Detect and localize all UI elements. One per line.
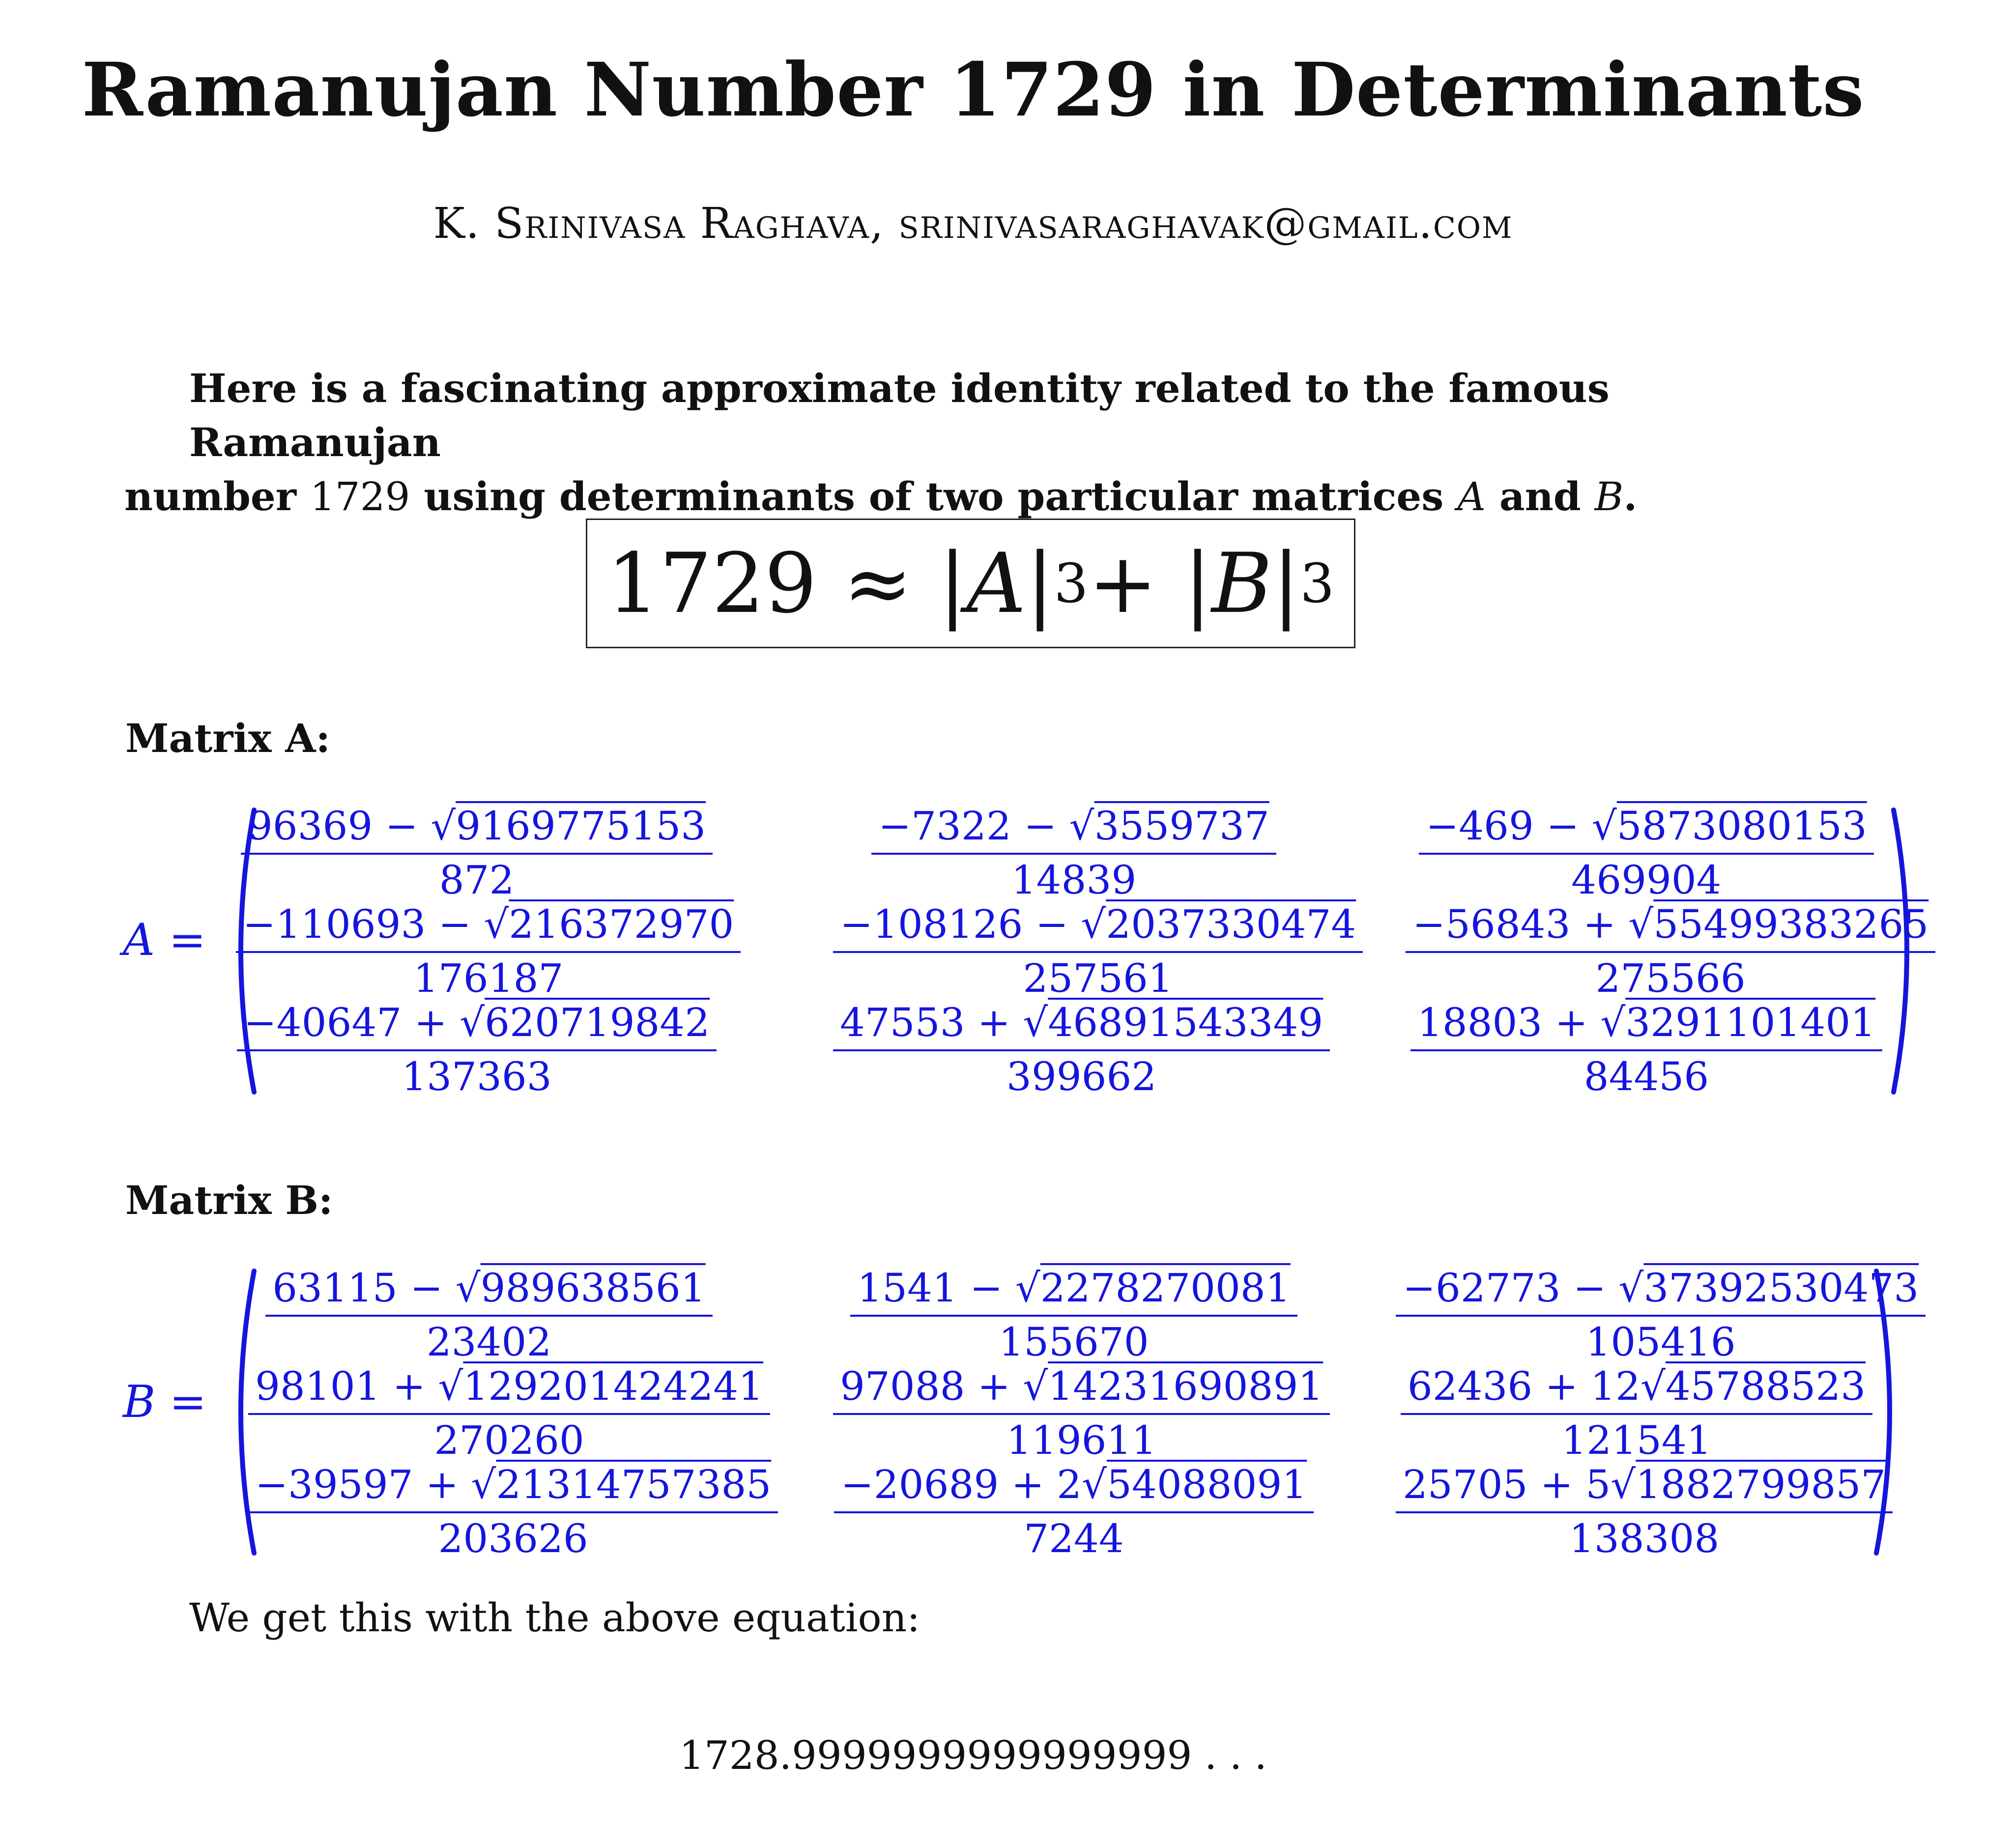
numerator-term: −110693 − √	[243, 901, 509, 947]
intro-text: .	[1623, 473, 1638, 520]
denominator: 176187	[413, 955, 564, 1001]
numerator	[833, 902, 1363, 953]
numerator	[1406, 902, 1935, 953]
numerator	[850, 1266, 1297, 1317]
denominator: 84456	[1583, 1054, 1709, 1099]
fraction	[871, 804, 1276, 903]
matrix-a-cell	[1406, 901, 1929, 1001]
fraction	[1396, 1462, 1893, 1561]
denominator: 121541	[1561, 1417, 1712, 1463]
denominator: 469904	[1571, 857, 1722, 903]
numerator	[248, 1364, 770, 1415]
numerator	[265, 1266, 712, 1317]
fraction	[265, 1266, 712, 1365]
author-line: K. Srinivasa Raghava, srinivasaraghavak@gmail.com	[433, 199, 1513, 248]
fraction	[241, 804, 713, 903]
equation-part: |	[1026, 535, 1054, 632]
numerator-term: −62773 − √	[1403, 1265, 1644, 1311]
fraction	[237, 1000, 717, 1099]
intro-text: using determinants of two particular matrices	[424, 473, 1444, 520]
equation-part: 1729 ≈ |	[606, 535, 967, 632]
numerator-term: 25705 + 5√	[1403, 1462, 1636, 1507]
numerator-term: 62436 + 12√	[1407, 1363, 1666, 1409]
fraction	[1406, 902, 1935, 1001]
radicand: 3559737	[1094, 803, 1269, 849]
denominator: 155670	[999, 1319, 1149, 1365]
denominator: 872	[439, 857, 515, 903]
denominator: 7244	[1024, 1516, 1124, 1561]
fraction	[236, 902, 741, 1001]
radicand: 14231690891	[1048, 1363, 1323, 1409]
matrix-b-cell	[1396, 1462, 1886, 1561]
denominator: 14839	[1011, 857, 1137, 903]
equals-sign: =	[155, 1376, 207, 1428]
radicand: 989638561	[480, 1265, 706, 1311]
denominator: 203626	[438, 1516, 588, 1561]
matrix-a-cell	[1406, 1000, 1887, 1099]
radicand: 54088091	[1107, 1462, 1307, 1507]
numerator	[1419, 804, 1874, 855]
radicand: 1882799857	[1636, 1462, 1886, 1507]
numerator	[833, 1364, 1330, 1415]
denominator: 137363	[402, 1054, 552, 1099]
matrix-b-cell	[248, 1363, 764, 1463]
radicand: 129201424241	[463, 1363, 764, 1409]
radicand: 37392530473	[1643, 1265, 1919, 1311]
radicand: 216372970	[509, 901, 734, 947]
fraction	[1396, 1266, 1926, 1365]
fraction	[248, 1364, 770, 1463]
numerator-term: 63115 − √	[272, 1265, 481, 1311]
radicand: 55499383265	[1653, 901, 1929, 947]
equation-part: + |	[1088, 535, 1212, 632]
equation-var-b: B	[1211, 535, 1272, 632]
page-title: Ramanujan Number 1729 in Determinants	[82, 47, 1865, 133]
denominator: 275566	[1595, 955, 1746, 1001]
fraction	[850, 1266, 1297, 1365]
fraction	[833, 902, 1363, 1001]
fraction	[834, 1462, 1314, 1561]
matrix-b-symbol: B	[123, 1376, 156, 1428]
fraction	[1401, 1364, 1872, 1463]
numerator	[871, 804, 1276, 855]
conclusion-text: We get this with the above equation:	[189, 1595, 920, 1641]
radicand: 21314757385	[496, 1462, 772, 1507]
radicand: 5873080153	[1616, 803, 1867, 849]
numerator	[833, 1000, 1330, 1051]
matrix-b-cell	[833, 1363, 1323, 1463]
denominator: 105416	[1585, 1319, 1736, 1365]
intro-line-1: Here is a fascinating approximate identity related to the famous Ramanujan	[189, 365, 1610, 465]
matrix-a-cell	[236, 1000, 718, 1099]
denominator: 138308	[1569, 1516, 1720, 1561]
numerator	[1410, 1000, 1882, 1051]
matrix-a-heading: Matrix A:	[125, 715, 331, 761]
numerator	[834, 1462, 1314, 1513]
radicand: 2278270081	[1040, 1265, 1291, 1311]
equation-part: |	[1272, 535, 1300, 632]
denominator: 270260	[434, 1417, 584, 1463]
numerator	[236, 902, 741, 953]
numerator	[1396, 1266, 1926, 1317]
radicand: 9169775153	[456, 803, 706, 849]
matrix-b-cell	[248, 1266, 730, 1365]
numerator-term: 18803 + √	[1417, 1000, 1626, 1045]
intro-text: number	[124, 473, 296, 520]
denominator: 23402	[426, 1319, 552, 1365]
matrix-a-cell	[833, 1000, 1323, 1099]
matrix-b-heading: Matrix B:	[125, 1177, 333, 1223]
numerator	[1396, 1462, 1893, 1513]
matrix-a-cell	[833, 901, 1356, 1001]
matrix-a-cell	[833, 804, 1315, 903]
numerator	[241, 804, 713, 855]
boxed-equation: 1729 ≈ | A | 3 + | B | 3	[586, 519, 1355, 648]
matrix-b-cell	[833, 1266, 1315, 1365]
numerator	[237, 1000, 717, 1051]
fraction	[833, 1000, 1330, 1099]
radicand: 620719842	[485, 1000, 710, 1045]
fraction	[1410, 1000, 1882, 1099]
intro-paragraph	[124, 361, 1835, 524]
numerator-term: −20689 + 2√	[840, 1462, 1107, 1507]
numerator-term: −469 − √	[1426, 803, 1617, 849]
fraction	[833, 1364, 1330, 1463]
radicand: 45788523	[1665, 1363, 1866, 1409]
radicand: 2037330474	[1106, 901, 1356, 947]
numerator-term: 98101 + √	[255, 1363, 463, 1409]
numerator-term: −56843 + √	[1412, 901, 1654, 947]
matrix-a-cell	[236, 804, 718, 903]
radicand: 46891543349	[1048, 1000, 1323, 1045]
intro-line-2	[124, 469, 1835, 524]
matrix-a-cell	[1406, 804, 1887, 903]
equation-var-a: A	[966, 535, 1026, 632]
numerator	[1401, 1364, 1872, 1415]
numerator-term: 96369 − √	[247, 803, 456, 849]
matrix-b-lhs	[123, 1376, 206, 1428]
numerator-term: −39597 + √	[255, 1462, 496, 1507]
matrix-b-cell	[1396, 1364, 1877, 1463]
numerator-term: 1541 − √	[857, 1265, 1040, 1311]
radicand: 3291101401	[1625, 1000, 1876, 1045]
matrix-b-cell	[248, 1462, 772, 1561]
numerator	[248, 1462, 778, 1513]
fraction	[248, 1462, 778, 1561]
matrix-a-cell	[236, 901, 734, 1001]
matrix-a-symbol: A	[123, 914, 155, 966]
intro-text: and	[1499, 473, 1581, 520]
intro-var-a: A	[1457, 474, 1486, 520]
intro-number: 1729	[310, 474, 410, 520]
result-value: 1728.9999999999999999 . . .	[679, 1732, 1267, 1778]
numerator-term: −7322 − √	[878, 803, 1094, 849]
intro-var-b: B	[1594, 474, 1624, 520]
numerator-term: −108126 − √	[840, 901, 1106, 947]
numerator-term: −40647 + √	[243, 1000, 485, 1045]
denominator: 119611	[1006, 1417, 1157, 1463]
matrix-a-lhs	[123, 914, 206, 966]
denominator: 399662	[1006, 1054, 1157, 1099]
matrix-b-cell	[1396, 1265, 1919, 1365]
equals-sign: =	[155, 914, 206, 966]
matrix-b-cell	[833, 1462, 1315, 1561]
numerator-term: 97088 + √	[840, 1363, 1048, 1409]
numerator-term: 47553 + √	[840, 1000, 1048, 1045]
fraction	[1419, 804, 1874, 903]
denominator: 257561	[1023, 955, 1173, 1001]
